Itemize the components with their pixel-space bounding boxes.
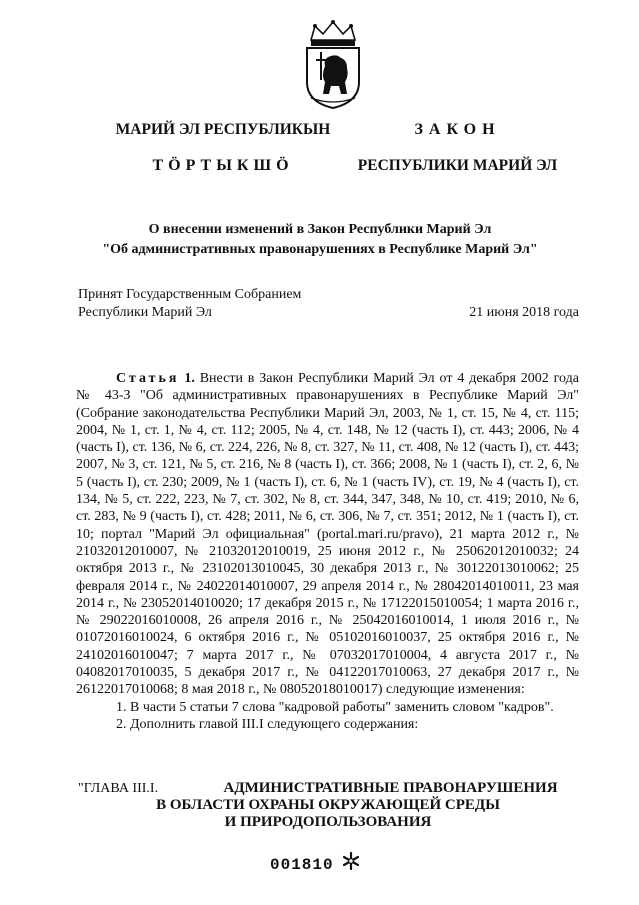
adoption-line2: Республики Марий Эл — [78, 305, 212, 320]
header-left-line1: МАРИЙ ЭЛ РЕСПУБЛИКЫН — [115, 121, 331, 138]
mari-el-coat-of-arms-icon — [301, 18, 365, 110]
law-title-line2: "Об административных правонарушениях в Республике Марий Эл" — [102, 242, 538, 257]
law-title-line1: О внесении изменений в Закон Республики Марий Эл — [148, 222, 492, 237]
article-number: 1. — [184, 371, 195, 386]
header-left — [98, 120, 348, 176]
header-right-line2: РЕСПУБЛИКИ МАРИЙ ЭЛ — [357, 157, 558, 174]
header-right — [345, 120, 570, 176]
asterisk-icon — [341, 851, 361, 871]
header-right-line1: ЗАКОН — [414, 121, 501, 138]
chapter-prefix: "ГЛАВА III.I. — [78, 781, 159, 796]
article-item-1: 1. В части 5 статьи 7 слова "кадровой работы" заменить словом "кадров". — [116, 699, 554, 715]
chapter-title-line1: АДМИНИСТРАТИВНЫЕ ПРАВОНАРУШЕНИЯ — [223, 780, 558, 796]
chapter-title-line3: И ПРИРОДОПОЛЬЗОВАНИЯ — [224, 814, 432, 830]
article-body: Внести в Закон Республики Марий Эл от 4 декабря 2002 года № 43-З "Об административных правонарушениях в Республике Марий Эл" (Собрание законодательства Республики Марий Эл, 2003, № 1, ст. 15, № 4, ст. 115; 2004, № 1, ст. 1, № 4, ст. 112; 2005, № 4, ст. 148, № 12 (часть I), ст. 443; 2006, № 4 (часть I), ст. 136, № 6, ст. 224, 226, № 8, ст. 327, № 11, ст. 408, № 12 (часть I), ст. 443; 2007, № 3, ст. 121, № 5, ст. 216, № 8 (часть I), ст. 366; 2008, № 1 (часть I), ст. 2, 6, № 5 (часть I), ст. 230; 2009, № 1 (часть I), ст. 6, № 1 (часть IV), ст. 19, № 4 (часть I), ст. 134, № 5, ст. 222, 223, № 7, ст. 302, № 8, ст. 344, 347, 348, № 10, ст. 419; 2010, № 6, ст. 283, № 9 (часть I), ст. 428; 2011, № 6, ст. 306, № 7, ст. 351; 2012, № 1 (часть I), ст. 10; портал "Марий Эл официальная" (portal.mari.ru/pravo), 21 марта 2012 г., № 21032012010007, № 21032012010019, 25 июня 2012 г., № 25062012010032; 24 октября 2013 г., № 23102013010045, 30 декабря 2013 г., № 30122013010062; 25 февраля 2014 г., № 24022014010007, 29 апреля 2014 г., № 28042014010011, 23 мая 2014 г., № 23052014010020; 17 декабря 2015 г., № 17122015010054; 1 марта 2016 г., № 29022016010008, 26 апреля 2016 г., № 25042016010014, 1 июля 2016 г., № 01072016010024, 6 октября 2016 г., № 05102016010037, 25 октября 2016 г., № 24102016010047; 7 марта 2017 г., № 07032017010004, 4 августа 2017 г., № 04082017010035, 5 декабря 2017 г., № 04122017010063, 27 декабря 2017 г., № 26122017010068; 8 мая 2018 г., № 08052018010017) следующие изменения: — [76, 371, 579, 698]
adoption-info — [78, 286, 301, 322]
chapter-title-line2: В ОБЛАСТИ ОХРАНЫ ОКРУЖАЮЩЕЙ СРЕДЫ — [156, 797, 500, 813]
article-1 — [76, 370, 579, 733]
serial-number: 001810 — [270, 856, 334, 874]
header-left-line2: ТӦРТЫКШӦ — [152, 157, 294, 174]
article-heading: Статья — [116, 371, 180, 386]
article-item-2: 2. Дополнить главой III.I следующего содержания: — [116, 716, 419, 732]
adoption-line1: Принят Государственным Собранием — [78, 287, 302, 302]
adoption-date: 21 июня 2018 года — [469, 305, 579, 320]
chapter-heading — [78, 780, 578, 831]
law-title — [40, 220, 600, 260]
article-1-paragraph — [76, 370, 579, 699]
